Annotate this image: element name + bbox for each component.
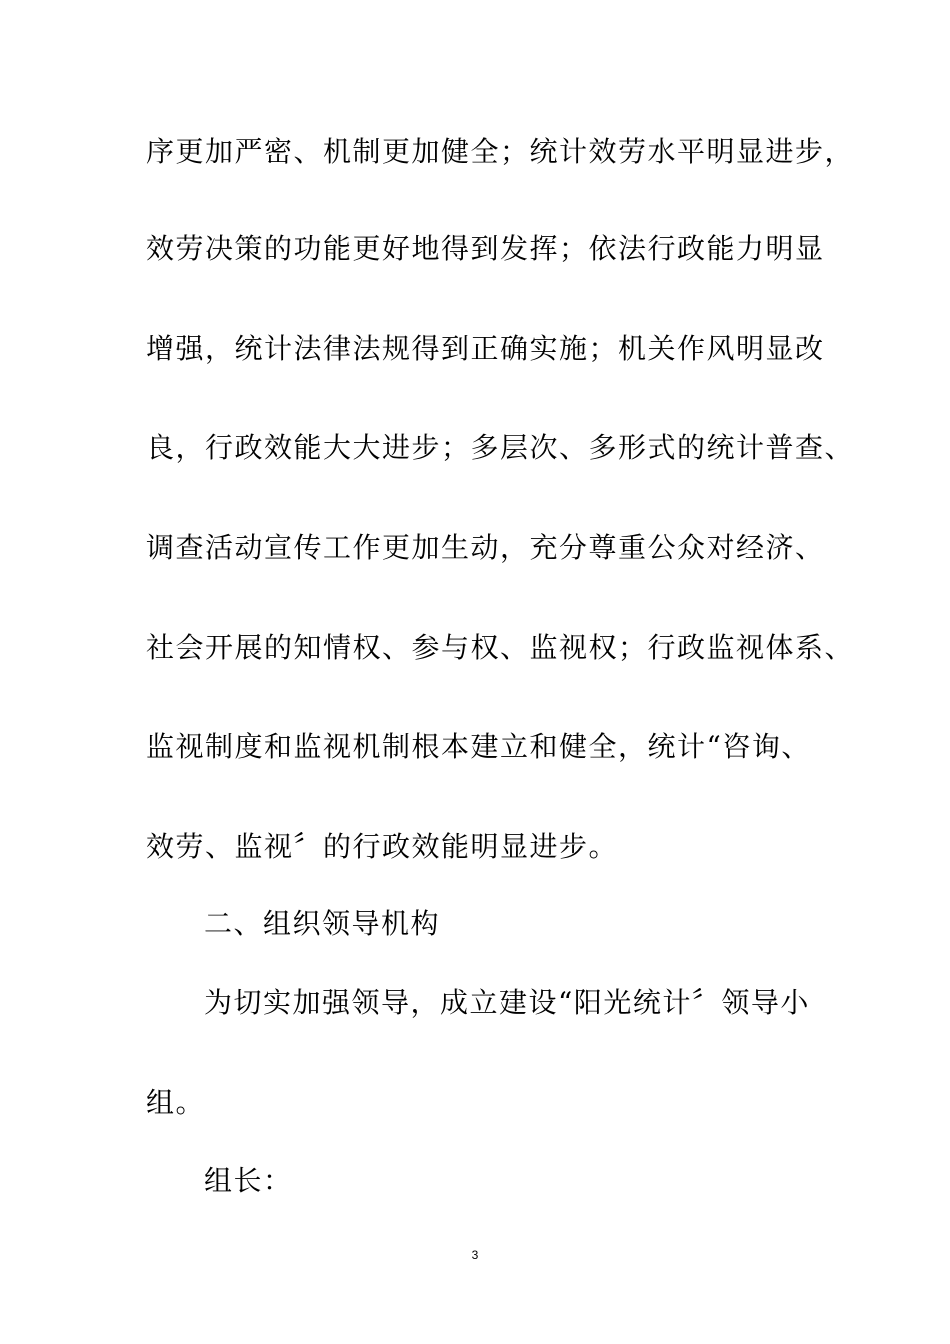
leader-label: 组长： — [204, 1164, 293, 1197]
paragraph-line: 良，行政效能大大进步；多层次、多形式的统计普查、 — [146, 431, 855, 464]
intro-line: 组。 — [146, 1086, 206, 1119]
page-number: 3 — [471, 1248, 479, 1262]
paragraph-line: 增强，统计法律法规得到正确实施；机关作风明显改 — [146, 332, 825, 365]
paragraph-line: 效劳决策的功能更好地得到发挥；依法行政能力明显 — [146, 232, 825, 265]
paragraph-line: 监视制度和监视机制根本建立和健全，统计“咨询、 — [146, 730, 811, 763]
intro-line: 为切实加强领导，成立建设“阳光统计〞领导小 — [204, 986, 810, 1019]
section-heading: 二、组织领导机构 — [204, 907, 441, 940]
paragraph-line: 效劳、监视〞的行政效能明显进步。 — [146, 830, 619, 863]
paragraph-line: 序更加严密、机制更加健全；统计效劳水平明显进步， — [146, 135, 855, 168]
paragraph-line: 社会开展的知情权、参与权、监视权；行政监视体系、 — [146, 631, 855, 664]
paragraph-line: 调查活动宣传工作更加生动，充分尊重公众对经济、 — [146, 531, 825, 564]
